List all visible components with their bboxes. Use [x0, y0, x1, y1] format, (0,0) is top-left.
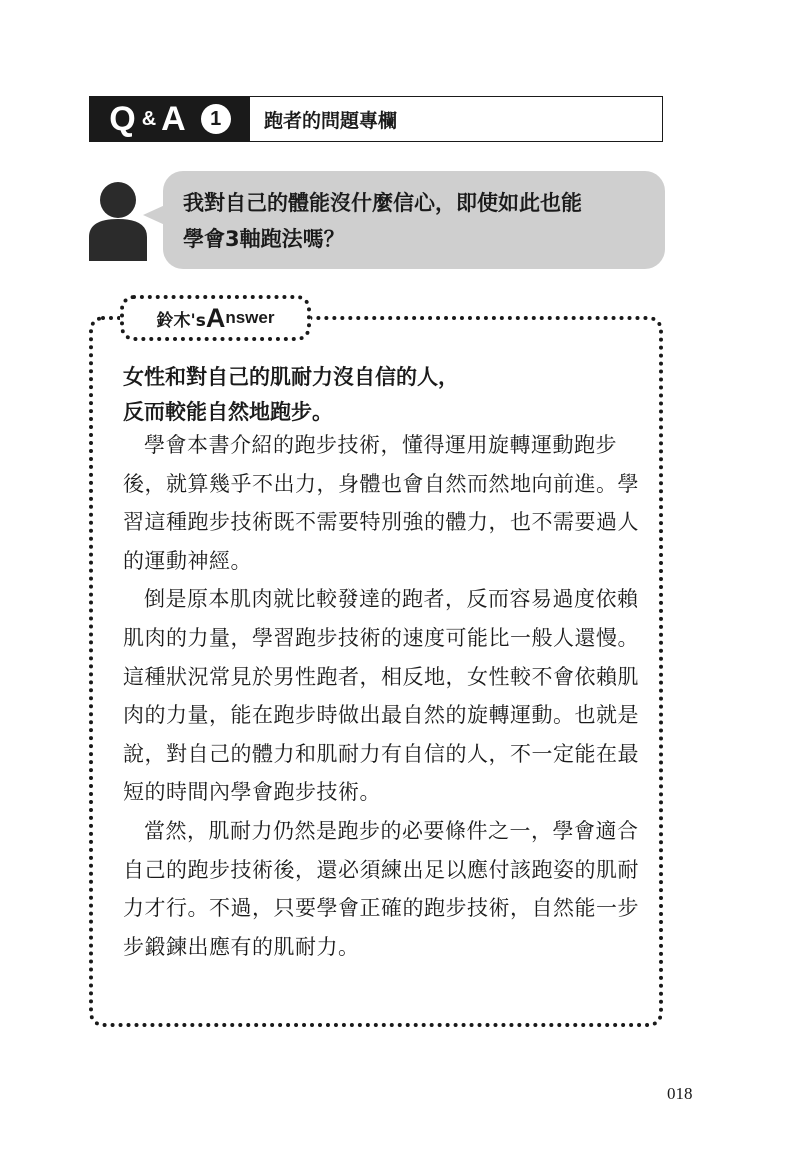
column-title: 跑者的問題專欄 [264, 109, 398, 132]
badge-ampersand: & [141, 107, 157, 130]
answer-body [123, 426, 643, 966]
qa-badge [90, 97, 250, 141]
question-line-2: 學會3軸跑法嗎？ [183, 227, 345, 251]
answer-label-rest: nswer [225, 308, 275, 327]
answer-label-big-letter: A [205, 302, 226, 333]
answer-heading [123, 360, 643, 430]
answer-paragraph-3: 當然，肌耐力仍然是跑步的必要條件之一，學會適合自己的跑步技術後，還必須練出足以應付該跑姿的肌耐力才行。不過，只要學會正確的跑步技術，自然能一步步鍛鍊出應有的肌耐力。 [123, 818, 639, 959]
badge-number: 1 [201, 104, 231, 134]
badge-q: Q [109, 99, 137, 138]
badge-a: A [161, 99, 186, 138]
answer-label-name: 鈴木's [156, 310, 206, 331]
answer-paragraph-2: 倒是原本肌肉就比較發達的跑者，反而容易過度依賴肌肉的力量，學習跑步技術的速度可能比一般人還慢。這種狀況常見於男性跑者，相反地，女性較不會依賴肌肉的力量，能在跑步時做出最自然的旋轉運動。也就是說，對自己的體力和肌耐力有自信的人，不一定能在最短的時間內學會跑步技術。 [123, 587, 639, 805]
column-header [89, 96, 663, 142]
question-bubble [163, 171, 665, 269]
answer-paragraph-1: 學會本書介紹的跑步技術，懂得運用旋轉運動跑步後，就算幾乎不出力，身體也會自然而然地向前進。學習這種跑步技術既不需要特別強的體力，也不需要過人的運動神經。 [123, 433, 639, 573]
answer-heading-line-2: 反而較能自然地跑步。 [123, 400, 333, 424]
question-line-1: 我對自己的體能沒什麼信心，即使如此也能 [183, 191, 582, 215]
answer-heading-line-1: 女性和對自己的肌耐力沒自信的人， [123, 365, 459, 389]
page-number: 018 [667, 1084, 693, 1103]
answer-label [120, 295, 311, 341]
person-icon [89, 181, 147, 261]
